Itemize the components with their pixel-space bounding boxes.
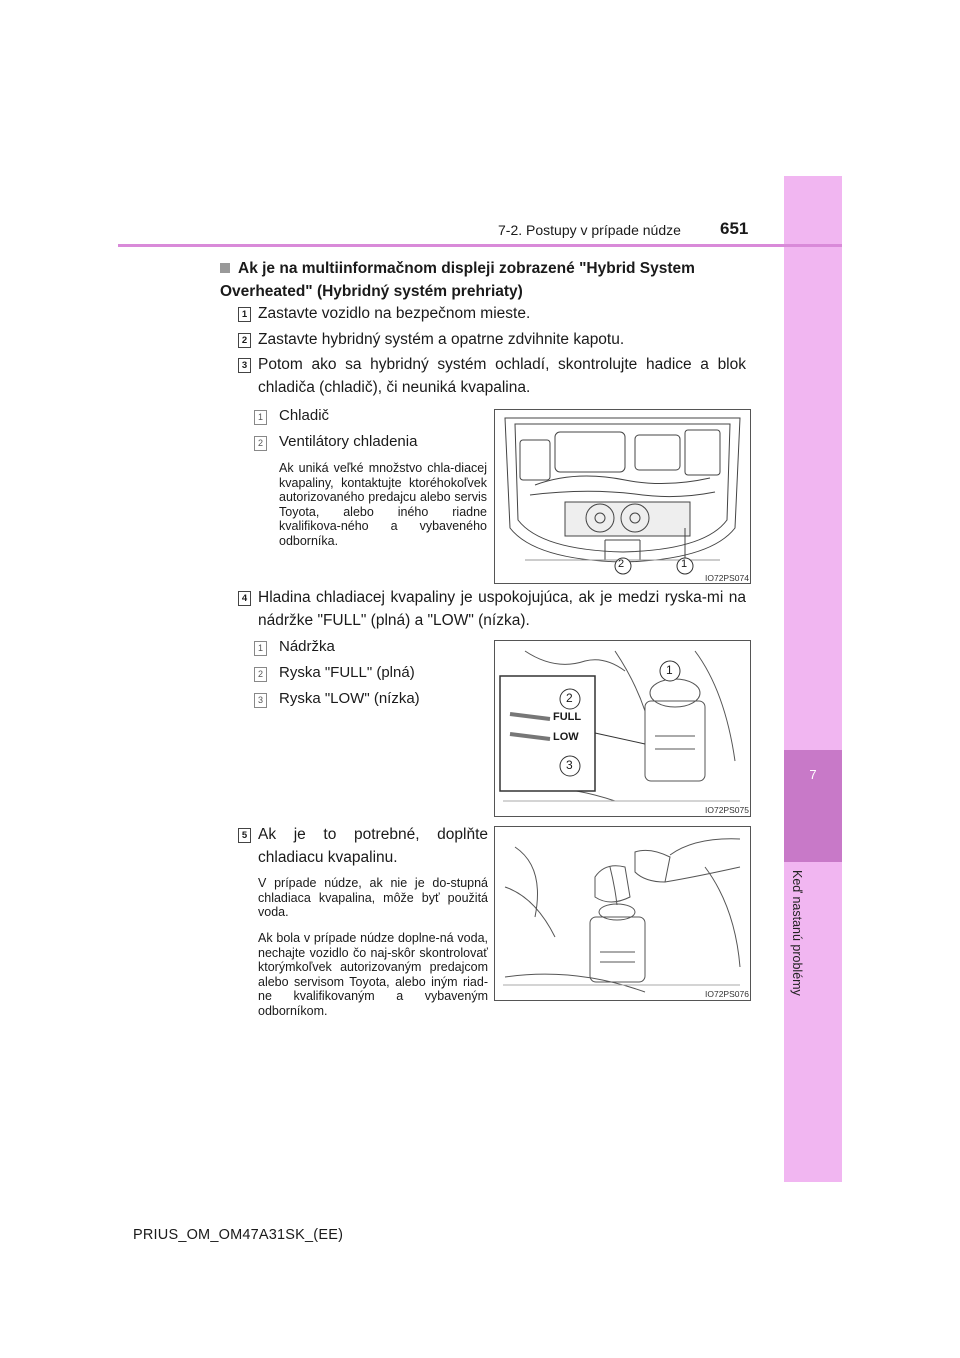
page-number: 651 (720, 219, 749, 238)
chapter-title: Keď nastanú problémy (790, 870, 804, 996)
step-number: 3 (238, 358, 251, 373)
figure-callout: 1 (681, 558, 688, 570)
step-text: Hladina chladiacej kvapaliny je uspokojujúca, ak je medzi ryska-mi na nádržke "FULL" (plná) a "LOW" (nízka). (258, 589, 746, 629)
item-label: Nádržka (279, 638, 335, 655)
full-mark-label: FULL (553, 711, 582, 723)
low-mark-label: LOW (553, 731, 579, 743)
item-number: 2 (254, 436, 267, 451)
item-number: 1 (254, 641, 267, 656)
figure-callout: 2 (618, 558, 625, 570)
item-number: 2 (254, 667, 267, 682)
figure-callout: 1 (666, 663, 673, 677)
item-number: 3 (254, 693, 267, 708)
figure-code: IO72PS075 (705, 805, 749, 815)
step-number: 4 (238, 591, 251, 606)
engine-bay-figure (494, 409, 751, 584)
figure-callout: 3 (566, 758, 573, 772)
step-text: Zastavte hybridný systém a opatrne zdvihnite kapotu. (258, 331, 625, 348)
step-text: Potom ako sa hybridný systém ochladí, skontrolujte hadice a blok chladiča (chladič), či neuniká kvapalina. (258, 356, 746, 396)
step5-note: V prípade núdze, ak nie je do-stupná chladiaca kvapalina, môže byť použitá voda. (258, 876, 488, 919)
section-title: 7-2. Postupy v prípade núdze (498, 222, 681, 238)
step-text: Zastavte vozidlo na bezpečnom mieste. (258, 305, 531, 322)
reservoir-illustration (495, 641, 750, 816)
step5-note: Ak bola v prípade núdze doplne-ná voda, nechajte vozidlo čo naj-skôr skontrolovať ktorýmkoľvek autorizovaným predajcom alebo servisom Toyota, alebo iným riad-ne kvalifikovaným a vybaveným odborníkom. (258, 931, 488, 1018)
item-label: Chladič (279, 407, 330, 424)
figure-callout: 2 (566, 691, 573, 705)
header-rule (118, 244, 842, 247)
reservoir-figure (494, 640, 751, 817)
step-number: 1 (238, 307, 251, 322)
item-number: 1 (254, 410, 267, 425)
square-bullet-icon (220, 263, 230, 273)
document-footer: PRIUS_OM_OM47A31SK_(EE) (133, 1227, 344, 1243)
section-heading (220, 257, 746, 303)
figure-code: IO72PS074 (705, 573, 749, 583)
chapter-number: 7 (809, 767, 817, 782)
section-heading-text: Ak je na multiinformačnom displeji zobrazené "Hybrid System Overheated" (Hybridný systém prehriaty) (220, 260, 695, 300)
step-number: 2 (238, 333, 251, 348)
refill-illustration (495, 827, 750, 1000)
step3-note: Ak uniká veľké množstvo chla-diacej kvapaliny, kontaktujte ktoréhokoľvek autorizovaného predajcu alebo servis Toyota, alebo iného riadne kvalifikova-ného a vybaveného odborníka. (279, 461, 487, 548)
figure-code: IO72PS076 (705, 989, 749, 999)
refill-figure (494, 826, 751, 1001)
item-label: Ryska "LOW" (nízka) (279, 690, 420, 707)
item-label: Ryska "FULL" (plná) (279, 664, 415, 681)
step-number: 5 (238, 828, 251, 843)
step-text: Ak je to potrebné, doplňte chladiacu kvapalinu. (258, 826, 488, 866)
item-label: Ventilátory chladenia (279, 433, 418, 450)
